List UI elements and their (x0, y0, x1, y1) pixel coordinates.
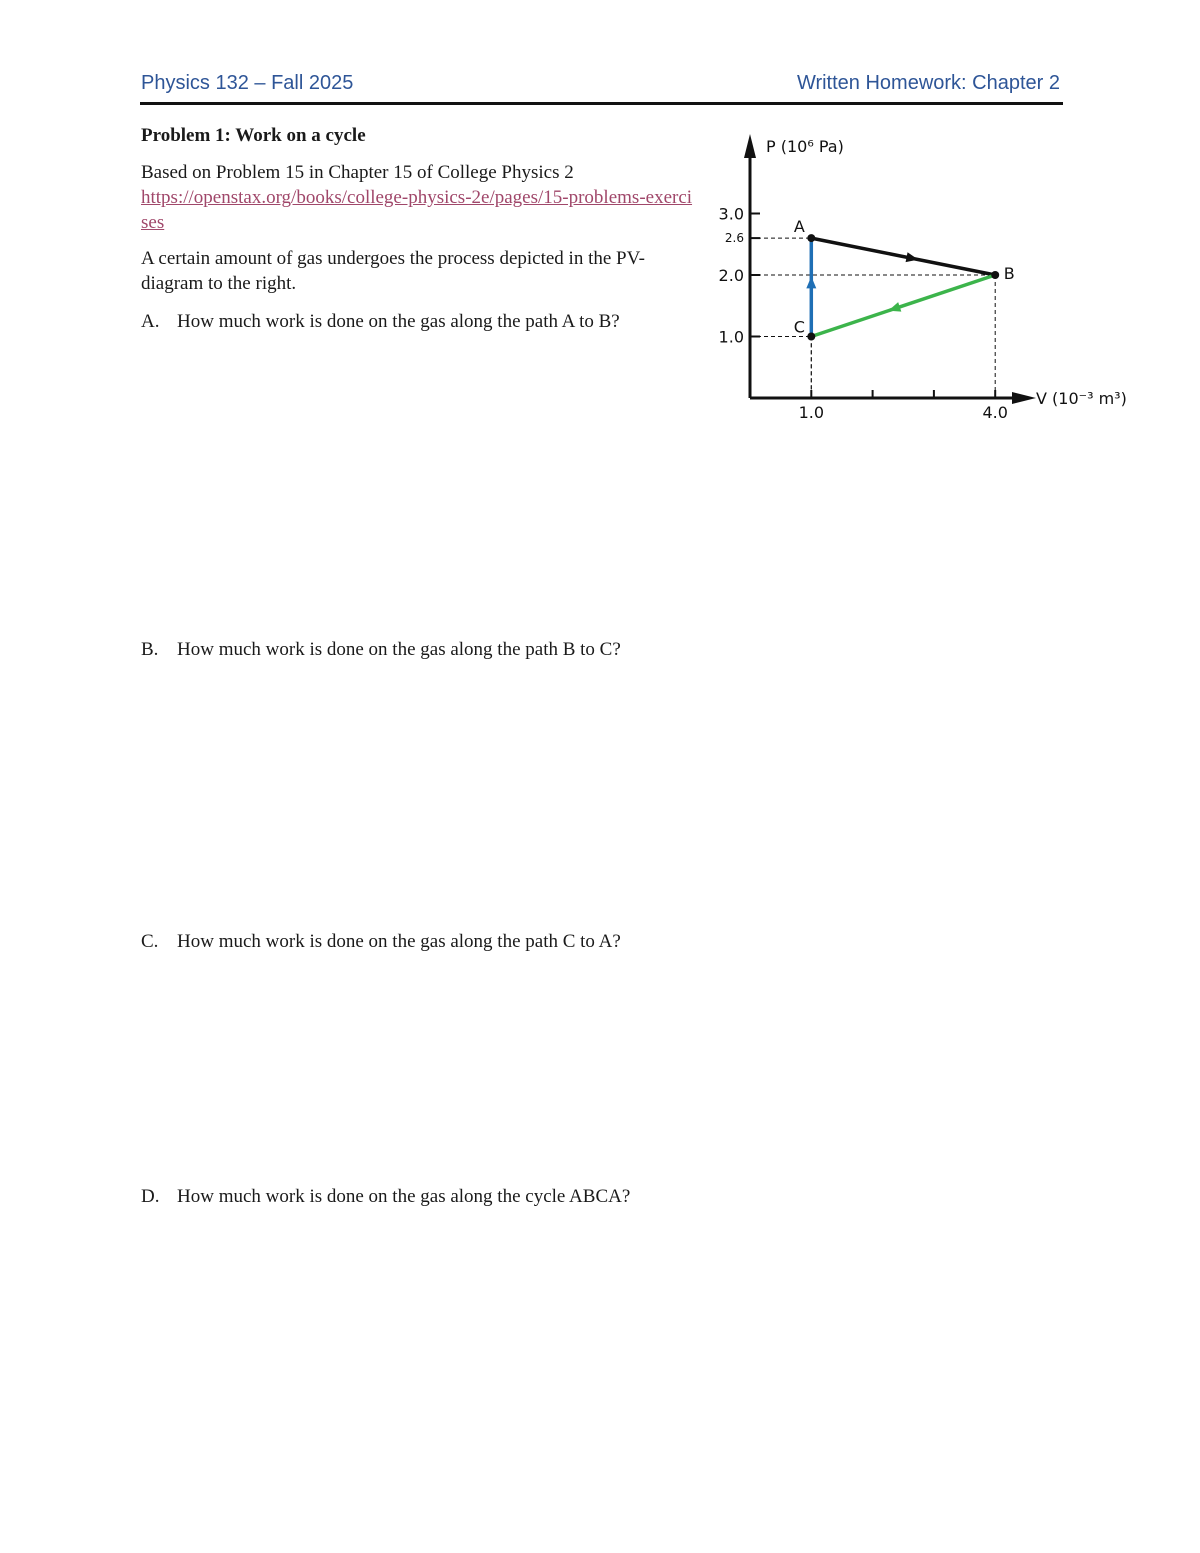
point-A (807, 234, 815, 242)
direction-arrow-BC (888, 302, 901, 311)
point-B (991, 271, 999, 279)
problem-title: Problem 1: Work on a cycle (141, 125, 366, 146)
question-label: A. (141, 311, 160, 332)
x-axis-arrow (1012, 392, 1036, 404)
x-axis-label: V (10⁻³ m³) (1036, 389, 1127, 408)
question-text: How much work is done on the gas along the cycle ABCA? (177, 1186, 631, 1207)
based-on-text: Based on Problem 15 in Chapter 15 of College Physics 2 (141, 162, 574, 183)
question-text: How much work is done on the gas along the path C to A? (177, 931, 621, 952)
source-link[interactable]: https://openstax.org/books/college-physics-2e/pages/15-problems-exercises (141, 187, 693, 233)
source-note (141, 160, 696, 235)
question-label: B. (141, 639, 159, 660)
question-label: D. (141, 1186, 160, 1207)
question-a (141, 309, 620, 334)
question-d (141, 1184, 630, 1209)
point-C (807, 333, 815, 341)
point-label-C: C (793, 317, 805, 337)
course-header: Physics 132 – Fall 2025 (141, 72, 354, 94)
y-tick-label: 2.6 (724, 231, 744, 246)
path-AB (811, 238, 995, 275)
problem-intro: A certain amount of gas undergoes the process depicted in the PV-diagram to the right. (141, 248, 645, 294)
header-rule (140, 102, 1063, 105)
question-b (141, 637, 621, 662)
question-c (141, 929, 621, 954)
question-text: How much work is done on the gas along the path B to C? (177, 639, 621, 660)
question-text: How much work is done on the gas along the path A to B? (177, 311, 620, 332)
direction-arrow-CA (806, 276, 816, 288)
y-tick-label: 3.0 (718, 204, 744, 224)
pv-diagram (700, 120, 1140, 430)
y-tick-label: 1.0 (718, 327, 744, 347)
x-tick-label: 1.0 (798, 403, 825, 422)
assignment-header: Written Homework: Chapter 2 (796, 72, 1060, 94)
point-label-A: A (793, 217, 805, 237)
y-axis-label: P (10⁶ Pa) (766, 137, 844, 156)
y-axis-arrow (744, 134, 756, 158)
path-BC (811, 275, 995, 337)
point-label-B: B (1003, 264, 1015, 283)
question-label: C. (141, 931, 159, 952)
y-tick-label: 2.0 (718, 266, 744, 285)
x-tick-label: 4.0 (982, 403, 1008, 422)
